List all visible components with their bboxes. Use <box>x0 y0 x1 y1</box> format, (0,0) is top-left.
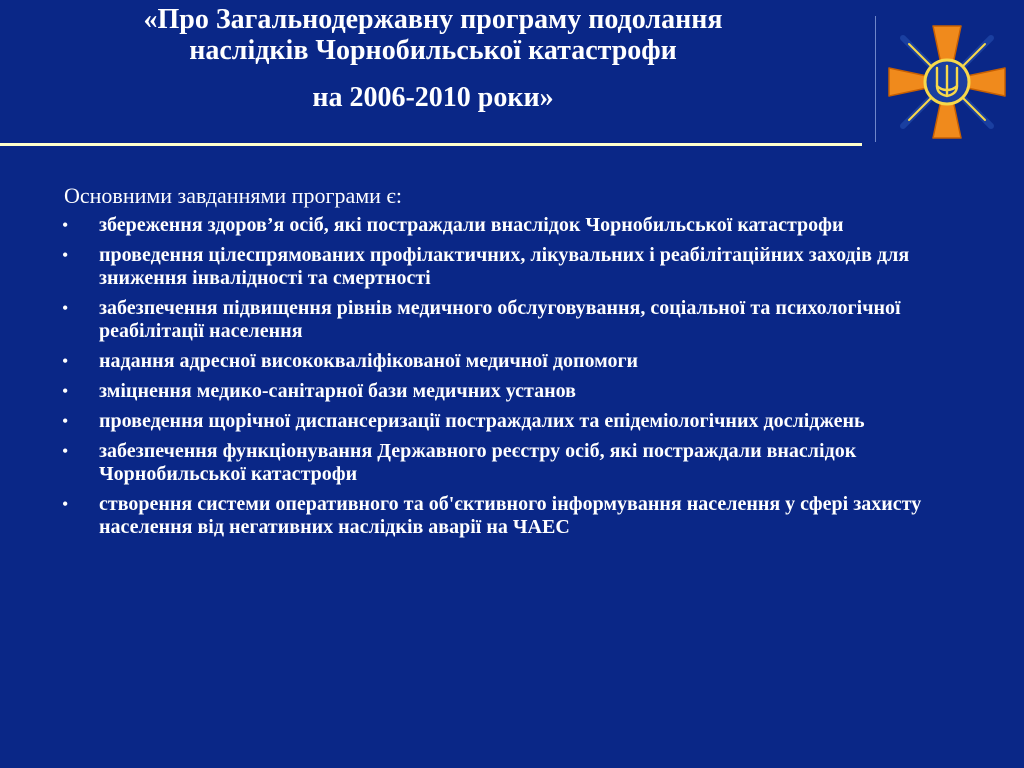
list-item <box>64 244 984 290</box>
list-item-text: проведення цілеспрямованих профілактичних, лікувальних і реабілітаційних заходів для зниження інвалідності та смертності <box>99 244 910 289</box>
list-item-text: збереження здоров’я осіб, які постраждали внаслідок Чорнобильської катастрофи <box>99 214 844 236</box>
list-item-text: забезпечення функціонування Державного реєстру осіб, які постраждали внаслідок Чорнобильської катастрофи <box>99 440 857 485</box>
title-line-2: наслідків Чорнобильської катастрофи <box>189 35 677 66</box>
list-item <box>64 380 984 403</box>
logo <box>875 16 1020 146</box>
title-divider <box>0 143 862 146</box>
bullet: • <box>62 245 69 265</box>
tasks-list <box>64 214 984 539</box>
bullet: • <box>62 381 69 401</box>
list-item <box>64 214 984 237</box>
bullet: • <box>62 298 69 318</box>
emergency-service-emblem-icon <box>883 20 1011 144</box>
list-item-text: проведення щорічної диспансеризації постраждалих та епідеміологічних досліджень <box>99 410 865 432</box>
title-line-3: на 2006-2010 роки» <box>312 82 554 113</box>
bullet: • <box>62 351 69 371</box>
list-item-text: зміцнення медико-санітарної бази медичних установ <box>99 380 576 402</box>
tasks-section <box>64 184 984 546</box>
tasks-lead: Основними завданнями програми є: <box>64 183 402 208</box>
slide-title <box>20 4 846 113</box>
list-item <box>64 410 984 433</box>
list-item <box>64 440 984 486</box>
bullet: • <box>62 494 69 514</box>
bullet: • <box>62 411 69 431</box>
list-item-text: створення системи оперативного та об'єктивного інформування населення у сфері захисту населення від негативних наслідків аварії на ЧАЕС <box>99 493 922 538</box>
bullet: • <box>62 441 69 461</box>
list-item-text: надання адресної висококваліфікованої медичної допомоги <box>99 350 639 372</box>
title-line-1: «Про Загальнодержавну програму подолання <box>143 4 723 35</box>
list-item <box>64 350 984 373</box>
bullet: • <box>62 215 69 235</box>
list-item <box>64 297 984 343</box>
list-item-text: забезпечення підвищення рівнів медичного обслуговування, соціальної та психологічної реабілітації населення <box>99 297 901 342</box>
list-item <box>64 493 984 539</box>
